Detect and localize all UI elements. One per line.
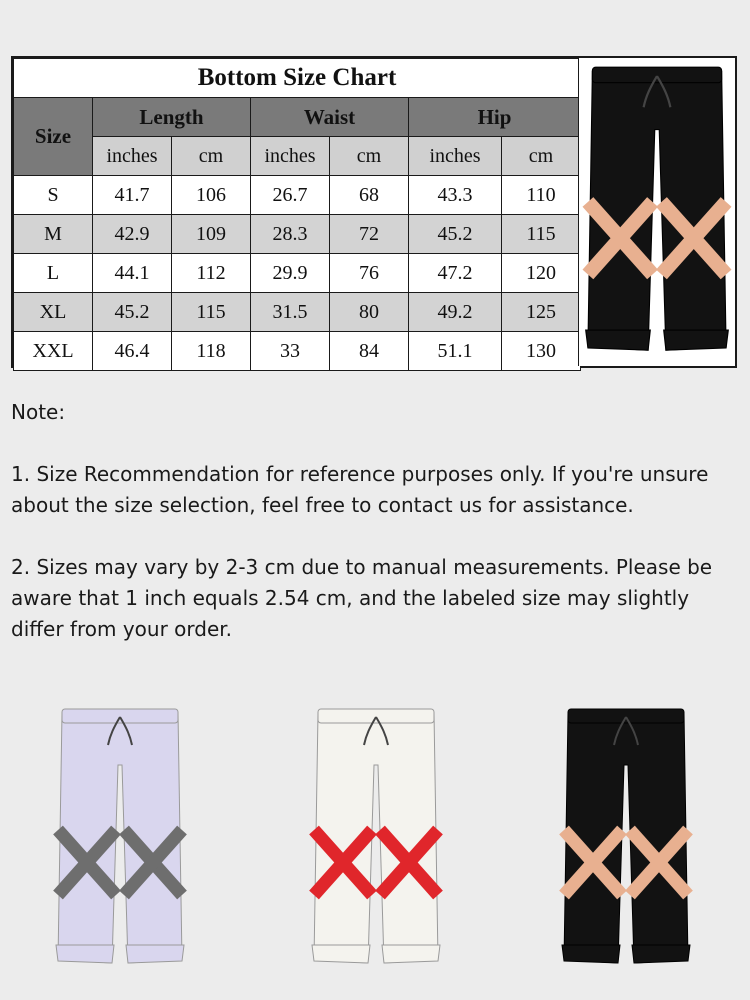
table-cell: 26.7 xyxy=(251,176,330,215)
table-cell: 109 xyxy=(172,215,251,254)
table-cell: 43.3 xyxy=(409,176,502,215)
size-column-header: Size xyxy=(14,98,93,176)
hip-header: Hip xyxy=(409,98,581,137)
table-cell: 44.1 xyxy=(93,254,172,293)
table-cell: 46.4 xyxy=(93,332,172,371)
size-label: M xyxy=(14,215,93,254)
unit-header: cm xyxy=(330,137,409,176)
chart-title: Bottom Size Chart xyxy=(14,59,581,98)
table-row xyxy=(14,254,581,293)
table-cell: 120 xyxy=(502,254,581,293)
table-cell: 115 xyxy=(502,215,581,254)
notes-heading: Note: xyxy=(11,400,66,424)
table-cell: 110 xyxy=(502,176,581,215)
table-row xyxy=(14,293,581,332)
table-cell: 45.2 xyxy=(93,293,172,332)
size-label: XXL xyxy=(14,332,93,371)
table-cell: 28.3 xyxy=(251,215,330,254)
table-cell: 118 xyxy=(172,332,251,371)
table-cell: 80 xyxy=(330,293,409,332)
table-cell: 41.7 xyxy=(93,176,172,215)
note-item: 2. Sizes may vary by 2-3 cm due to manual measurements. Please be aware that 1 inch equals 2.54 cm, and the labeled size may slightly differ from your order. xyxy=(11,555,713,641)
size-label: S xyxy=(14,176,93,215)
waist-header: Waist xyxy=(251,98,409,137)
unit-header: inches xyxy=(93,137,172,176)
pants-holographic-icon xyxy=(50,705,190,973)
table-cell: 130 xyxy=(502,332,581,371)
table-cell: 76 xyxy=(330,254,409,293)
table-cell: 125 xyxy=(502,293,581,332)
table-cell: 33 xyxy=(251,332,330,371)
table-cell: 29.9 xyxy=(251,254,330,293)
pants-white-icon xyxy=(306,705,446,973)
pants-black-featured-icon xyxy=(579,58,735,366)
unit-header: inches xyxy=(409,137,502,176)
size-label: L xyxy=(14,254,93,293)
size-table xyxy=(13,58,581,371)
table-row xyxy=(14,332,581,371)
table-cell: 72 xyxy=(330,215,409,254)
table-cell: 51.1 xyxy=(409,332,502,371)
table-cell: 45.2 xyxy=(409,215,502,254)
size-label: XL xyxy=(14,293,93,332)
table-cell: 106 xyxy=(172,176,251,215)
unit-header: cm xyxy=(502,137,581,176)
table-cell: 112 xyxy=(172,254,251,293)
size-chart xyxy=(11,56,737,368)
length-header: Length xyxy=(93,98,251,137)
unit-header: cm xyxy=(172,137,251,176)
table-row xyxy=(14,215,581,254)
note-item: 1. Size Recommendation for reference purposes only. If you're unsure about the size selection, feel free to contact us for assistance. xyxy=(11,462,709,517)
table-cell: 47.2 xyxy=(409,254,502,293)
table-cell: 42.9 xyxy=(93,215,172,254)
notes-section xyxy=(11,397,731,676)
unit-header: inches xyxy=(251,137,330,176)
table-cell: 115 xyxy=(172,293,251,332)
table-cell: 68 xyxy=(330,176,409,215)
table-cell: 49.2 xyxy=(409,293,502,332)
table-cell: 84 xyxy=(330,332,409,371)
table-row xyxy=(14,176,581,215)
pants-black-icon xyxy=(556,705,696,973)
featured-product-image xyxy=(578,58,735,366)
table-cell: 31.5 xyxy=(251,293,330,332)
